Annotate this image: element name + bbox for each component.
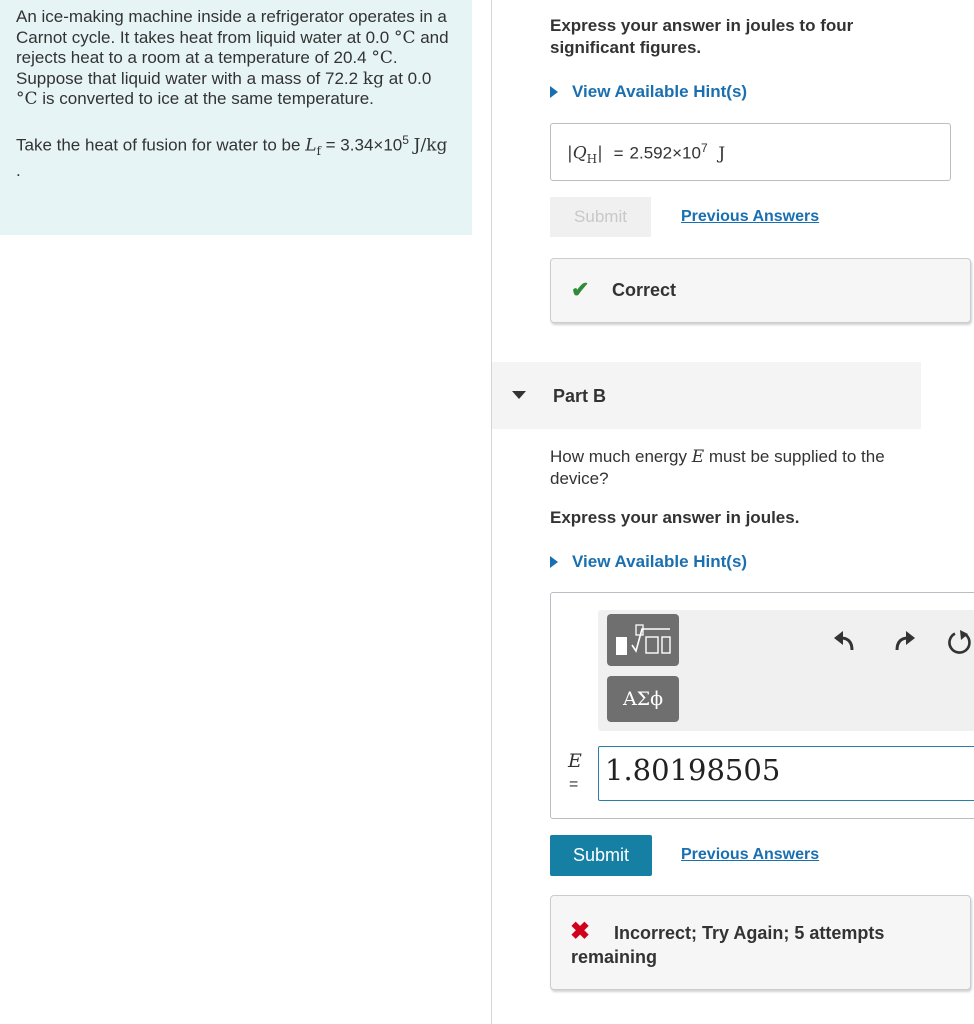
caret-right-icon — [550, 556, 558, 568]
redo-icon[interactable] — [891, 628, 917, 659]
problem-paragraph-2: Take the heat of fusion for water to be $L_f = 3.34\times 10^5$ J/kg . — [16, 132, 448, 181]
part-a-feedback — [550, 258, 971, 323]
part-a-feedback-text: Correct — [612, 280, 677, 300]
caret-down-icon[interactable] — [512, 391, 526, 399]
checkmark-icon: ✔ — [571, 277, 590, 302]
part-a-answer-display — [550, 123, 951, 181]
undo-icon[interactable] — [832, 628, 858, 659]
part-b-variable-label: E — [568, 750, 582, 772]
templates-icon — [612, 621, 674, 659]
part-b-feedback-text: Incorrect; Try Again; 5 attempts remaining — [571, 923, 885, 967]
part-a-answer-expression: $|Q_H| = 2.592\times 10^7$ J — [567, 141, 726, 167]
column-divider — [491, 0, 492, 1024]
part-a-previous-answers-link[interactable]: Previous Answers — [681, 208, 820, 225]
part-a-instruction: Express your answer in joules to four significant figures. — [550, 16, 854, 57]
problem-statement — [0, 0, 472, 235]
part-a-hint-label[interactable]: View Available Hint(s) — [572, 82, 748, 101]
part-b-hint-toggle[interactable] — [550, 552, 747, 572]
part-b-submit-button[interactable]: Submit — [550, 835, 652, 876]
part-b-hint-label[interactable]: View Available Hint(s) — [572, 552, 748, 571]
part-b-previous-answers-link[interactable]: Previous Answers — [681, 846, 820, 863]
part-b-instruction: Express your answer in joules. — [550, 508, 800, 527]
part-b-feedback — [550, 895, 971, 990]
templates-button[interactable] — [607, 614, 679, 666]
greek-symbols-button[interactable]: ΑΣϕ — [607, 676, 679, 722]
reset-icon[interactable] — [945, 629, 973, 662]
part-b-title[interactable]: Part B — [553, 386, 607, 406]
part-a-submit-button: Submit — [550, 197, 651, 237]
part-a-hint-toggle[interactable] — [550, 82, 747, 102]
part-b-question: How much energy E must be supplied to the device? — [550, 447, 885, 488]
incorrect-x-icon: ✖ — [570, 918, 591, 945]
caret-right-icon — [550, 86, 558, 98]
part-b-equals: = — [569, 776, 579, 793]
part-b-answer-input[interactable]: 1.80198505 — [598, 746, 974, 801]
problem-paragraph-1: An ice-making machine inside a refrigerator operates in a Carnot cycle. It takes heat from liquid water at 0.0 °C and rejects heat to a room at a temperature of 20.4 °C. Suppose that liquid water with a mass of 72.2 kg at 0.0 °C is converted to ice at the same temperature. — [16, 7, 449, 109]
